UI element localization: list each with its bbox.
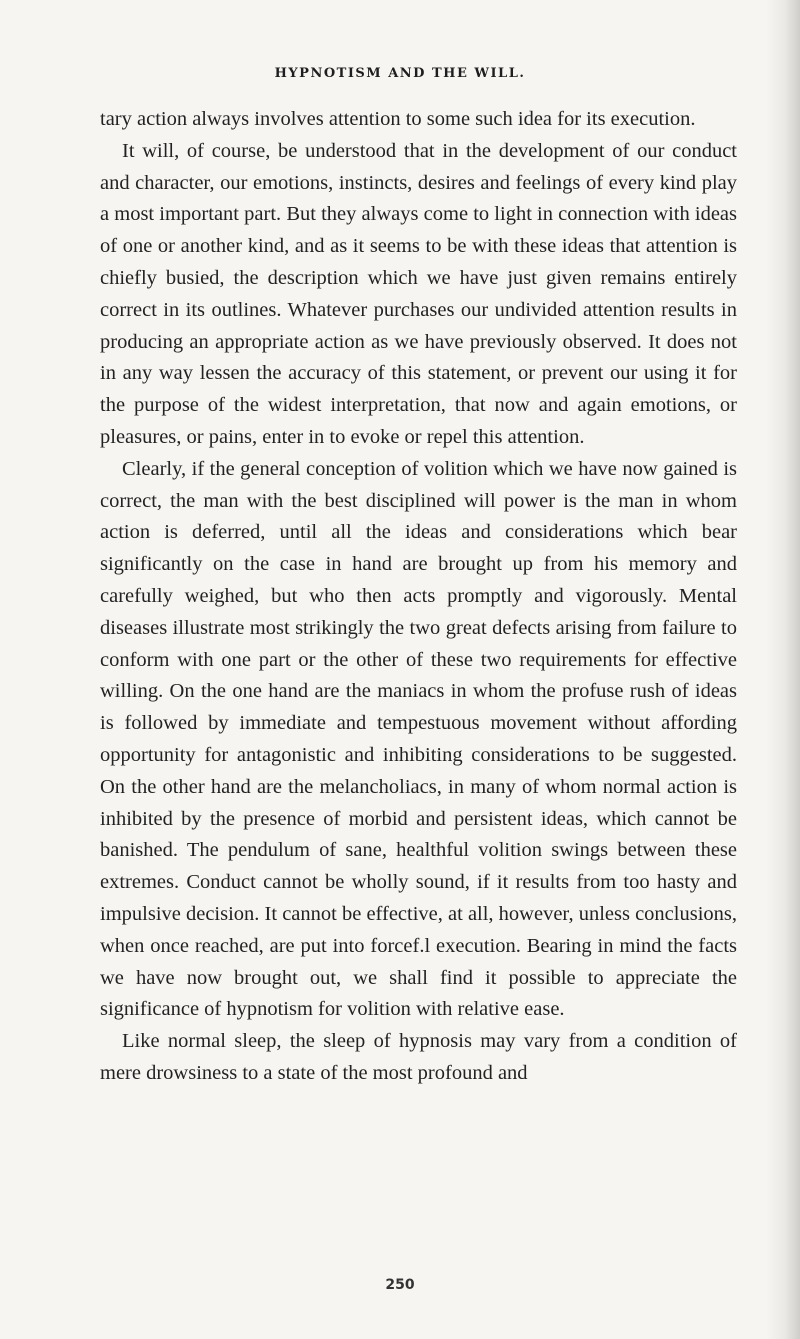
paragraph-emotions: It will, of course, be understood that in the development of our conduct and character, our emotions, instincts, desires and feelings of every kind play a most important part. But they always come to light in connection with ideas of one or another kind, and as it seems to be with these ideas that attention is chiefly busied, the description which we have just given remains entirely correct in its outlines. Whatever purchases our undivided attention results in producing an appropriate action as we have previously observed. It does not in any way lessen the accuracy of this statement, or prevent our using it for the purpose of the widest interpretation, that now and again emotions, or pleasures, or pains, enter in to evoke or repel this attention. bbox=[100, 139, 737, 448]
page-edge-shadow bbox=[766, 0, 800, 1339]
paragraph-continuation: tary action always involves attention to some such idea for its execution. bbox=[100, 108, 696, 130]
paragraph-volition: Clearly, if the general conception of volition which we have now gained is correct, the man with the best disciplined will power is the man in whom action is deferred, until all the ideas and considerations which bear significantly on the case in hand are brought up from his memory and carefully weighed, but who then acts promptly and vigorously. Mental diseases illustrate most strikingly the two great defects arising from failure to conform with one part or the other of these two requirements for effective willing. On the one hand are the maniacs in whom the profuse rush of ideas is followed by immediate and tempestuous movement without affording opportunity for antagonistic and inhibiting considerations to be suggested. On the other hand are the melancholiacs, in many of whom normal action is inhibited by the presence of morbid and persistent ideas, which cannot be banished. The pendulum of sane, healthful volition swings between these extremes. Conduct cannot be wholly sound, if it results from too hasty and impulsive decision. It cannot be effective, at all, however, unless conclusions, when once reached, are put into forcef.l execution. Bearing in mind the facts we have now brought out, we shall find it possible to appreciate the significance of hypnotism for volition with relative ease. bbox=[100, 457, 737, 1021]
running-head: HYPNOTISM AND THE WILL. bbox=[274, 66, 526, 81]
paragraph-sleep: Like normal sleep, the sleep of hypnosis may vary from a condition of mere drowsiness to a state of the most profound and bbox=[100, 1030, 737, 1084]
body-text bbox=[100, 104, 737, 1090]
page-number: 250 bbox=[385, 1277, 415, 1293]
